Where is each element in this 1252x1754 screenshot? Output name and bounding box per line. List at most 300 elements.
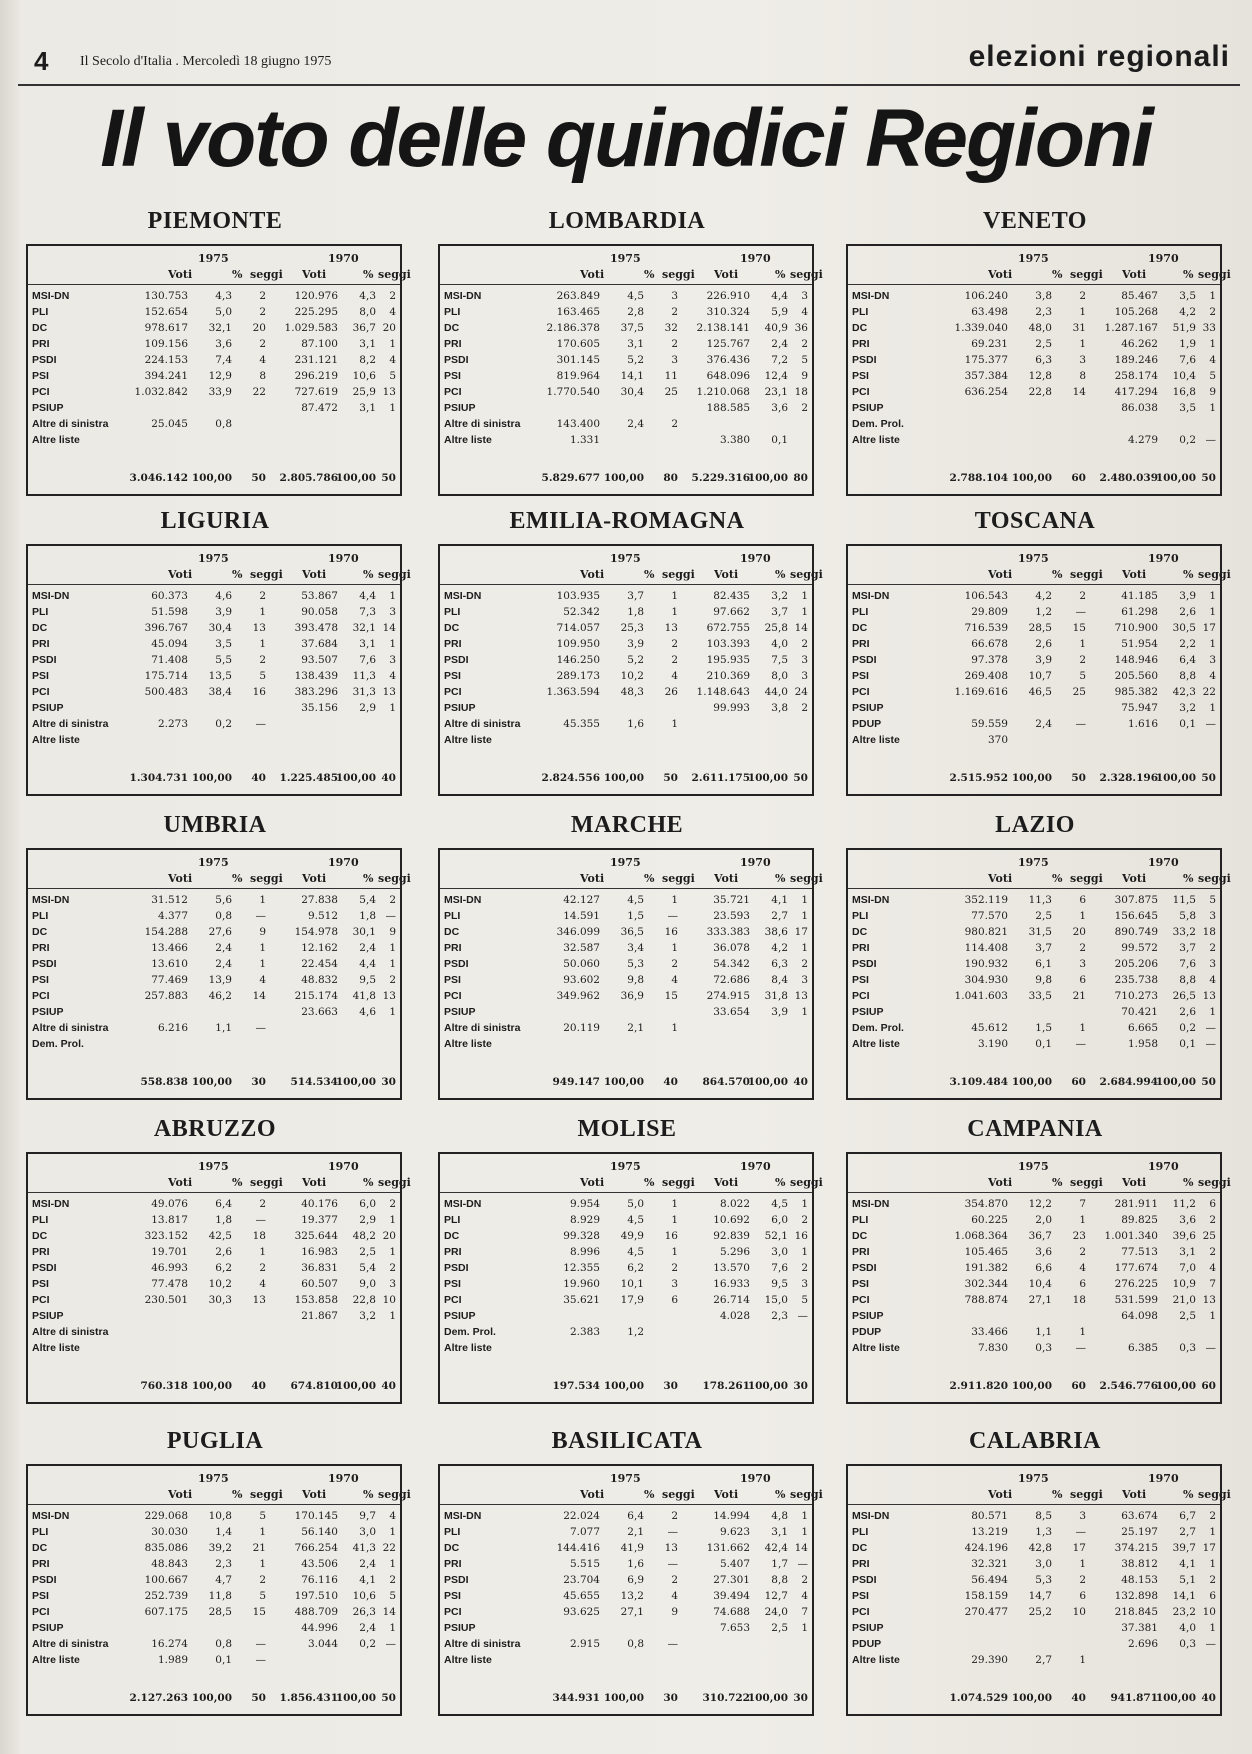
votes-1970: 1.001.340 <box>1104 1230 1158 1242</box>
seats-1975-total: 40 <box>251 1380 266 1392</box>
votes-1975-total: 344.931 <box>552 1692 600 1704</box>
year-1975-header: 1975 <box>610 856 641 869</box>
pct-1975: 48,3 <box>620 686 644 698</box>
seats-1975: — <box>255 1022 266 1034</box>
party-name: Altre liste <box>852 1654 900 1666</box>
region-title: UMBRIA <box>163 812 267 838</box>
pct-1975: 1,1 <box>1035 1326 1052 1338</box>
pct-1975: 3,1 <box>627 338 644 350</box>
seats-1975: 1 <box>1079 306 1086 318</box>
year-1975-header: 1975 <box>198 252 229 265</box>
votes-1970: 235.738 <box>1114 974 1158 986</box>
votes-1975: 607.175 <box>144 1606 188 1618</box>
seats-1975: 2 <box>259 306 266 318</box>
pct-1970: 8,0 <box>771 670 788 682</box>
table-row <box>28 686 400 702</box>
party-name: Altre liste <box>444 1654 492 1666</box>
votes-1975: 13.466 <box>151 942 188 954</box>
pct-1970-total: 100,00 <box>747 472 788 484</box>
seats-1970: 1 <box>1209 1622 1216 1634</box>
pct-1970: 8,8 <box>771 1574 788 1586</box>
year-1970-header: 1970 <box>1148 856 1179 869</box>
pct-1970: 9,5 <box>359 974 376 986</box>
seats-1975: — <box>255 1638 266 1650</box>
votes-1970: 153.858 <box>294 1294 338 1306</box>
pct-1970: 31,3 <box>352 686 376 698</box>
pct-1970: 23,1 <box>764 386 788 398</box>
pct-1970-header: % <box>363 1176 374 1189</box>
pct-1975: 27,1 <box>620 1606 644 1618</box>
pct-1970: 4,3 <box>359 290 376 302</box>
seats-1975: 1 <box>671 942 678 954</box>
seats-1970: 13 <box>1202 1294 1216 1306</box>
seats-1970: 2 <box>389 894 396 906</box>
seats-1975: 6 <box>671 1294 678 1306</box>
table-row <box>848 386 1220 402</box>
pct-1975: 4,6 <box>215 590 232 602</box>
votes-1970: 46.262 <box>1121 338 1158 350</box>
table-row <box>28 370 400 386</box>
votes-1970: 120.976 <box>294 290 338 302</box>
votes-1970: 54.342 <box>713 958 750 970</box>
pct-1975: 13,2 <box>620 1590 644 1602</box>
table-row <box>28 1342 400 1358</box>
seggi-1970-header: seggi <box>378 268 411 281</box>
pct-1970: 6,4 <box>1179 654 1196 666</box>
year-1970-header: 1970 <box>1148 252 1179 265</box>
voti-1975-header: Voti <box>988 872 1013 885</box>
seats-1975: 2 <box>259 290 266 302</box>
pct-1970: 5,4 <box>359 894 376 906</box>
votes-1975: 31.512 <box>151 894 188 906</box>
votes-1975: 191.382 <box>964 1262 1008 1274</box>
votes-1970: 156.645 <box>1114 910 1158 922</box>
seats-1970: 4 <box>389 1510 396 1522</box>
votes-1975: 230.501 <box>144 1294 188 1306</box>
region-emilia-romagna <box>432 508 822 808</box>
results-table <box>438 848 823 1100</box>
votes-1975: 71.408 <box>151 654 188 666</box>
table-row <box>28 654 400 670</box>
seggi-1975-header: seggi <box>250 1176 283 1189</box>
votes-1975: 77.469 <box>151 974 188 986</box>
seats-1975: 3 <box>671 354 678 366</box>
table-row <box>848 1006 1220 1022</box>
pct-1970-total: 100,00 <box>1155 472 1196 484</box>
seats-1975: 1 <box>1079 638 1086 650</box>
seats-1970: 3 <box>389 606 396 618</box>
table-row <box>440 434 812 450</box>
region-liguria <box>20 508 410 808</box>
seats-1970: 5 <box>801 1294 808 1306</box>
votes-1970: 23.593 <box>713 910 750 922</box>
votes-1975: 714.057 <box>556 622 600 634</box>
table-row <box>848 670 1220 686</box>
pct-1975: 2,1 <box>627 1022 644 1034</box>
votes-1975: 2.383 <box>569 1326 600 1338</box>
region-title: CALABRIA <box>968 1428 1101 1454</box>
seats-1975: 13 <box>664 622 678 634</box>
votes-1970-total: 2.684.994 <box>1099 1076 1158 1088</box>
seats-1975: 16 <box>252 686 266 698</box>
pct-1975-header: % <box>1052 1176 1063 1189</box>
seats-1970: 17 <box>1202 1542 1216 1554</box>
seats-1975: 1 <box>1079 910 1086 922</box>
votes-1975: 77.570 <box>971 910 1008 922</box>
seats-1975: 2 <box>671 638 678 650</box>
votes-1970: 188.585 <box>706 402 750 414</box>
seats-1970: 13 <box>382 386 396 398</box>
party-name: PLI <box>444 1526 461 1538</box>
votes-1975: 636.254 <box>964 386 1008 398</box>
seats-1970: 1 <box>389 1310 396 1322</box>
votes-1970: 766.254 <box>294 1542 338 1554</box>
party-name: Dem. Prol. <box>852 418 904 430</box>
results-table <box>846 1464 1231 1716</box>
seats-1975-total: 60 <box>1071 1380 1086 1392</box>
table-row <box>440 402 812 418</box>
table-row <box>848 1654 1220 1670</box>
votes-1975: 13.219 <box>971 1526 1008 1538</box>
table-row <box>28 1294 400 1310</box>
pct-1975: 1,5 <box>1035 1022 1052 1034</box>
table-row <box>848 910 1220 926</box>
table-row <box>440 1638 812 1654</box>
votes-1975: 175.714 <box>144 670 188 682</box>
votes-1975: 19.701 <box>151 1246 188 1258</box>
seats-1975: 2 <box>259 590 266 602</box>
votes-1975: 97.378 <box>971 654 1008 666</box>
seats-1970: — <box>1205 1638 1216 1650</box>
seats-1975: 4 <box>671 670 678 682</box>
votes-1970: 86.038 <box>1121 402 1158 414</box>
pct-1975: 2,5 <box>1035 338 1052 350</box>
votes-1975: 13.610 <box>151 958 188 970</box>
table-row <box>848 1278 1220 1294</box>
pct-1975-header: % <box>644 1176 655 1189</box>
party-name: PRI <box>444 942 462 954</box>
pct-1975-total: 100,00 <box>1011 772 1052 784</box>
party-name: Altre liste <box>852 734 900 746</box>
seggi-1970-header: seggi <box>1198 872 1231 885</box>
table-row <box>848 1590 1220 1606</box>
votes-1970: 1.210.068 <box>696 386 750 398</box>
party-name: PSIUP <box>32 1006 64 1018</box>
votes-1975: 252.739 <box>144 1590 188 1602</box>
pct-1970: 2,7 <box>771 910 788 922</box>
seggi-1975-header: seggi <box>662 568 695 581</box>
votes-1975-total: 5.829.677 <box>541 472 600 484</box>
votes-1970: 12.162 <box>301 942 338 954</box>
votes-1970: 48.832 <box>301 974 338 986</box>
seats-1975: 25 <box>1072 686 1086 698</box>
pct-1975: 1,5 <box>627 910 644 922</box>
votes-1970: 6.665 <box>1127 1022 1158 1034</box>
table-row <box>440 926 812 942</box>
seggi-1975-header: seggi <box>662 872 695 885</box>
votes-1975: 163.465 <box>556 306 600 318</box>
pct-1975-total: 100,00 <box>1011 472 1052 484</box>
votes-1970: 5.407 <box>719 1558 750 1570</box>
pct-1975: 10,7 <box>1028 670 1052 682</box>
party-name: PSIUP <box>852 702 884 714</box>
seats-1970: 6 <box>1209 1198 1216 1210</box>
seats-1970-total: 50 <box>1201 472 1216 484</box>
seats-1970: 4 <box>1209 1262 1216 1274</box>
pct-1975: 30,4 <box>620 386 644 398</box>
seats-1970: 1 <box>389 942 396 954</box>
party-name: PLI <box>444 306 461 318</box>
votes-1970: 710.273 <box>1114 990 1158 1002</box>
seats-1975: 1 <box>259 606 266 618</box>
results-table <box>846 848 1231 1100</box>
pct-1975: 11,8 <box>208 1590 232 1602</box>
seats-1975: 1 <box>671 894 678 906</box>
pct-1970: 9,5 <box>771 1278 788 1290</box>
pct-1975: 28,5 <box>1028 622 1052 634</box>
pct-1970: 2,5 <box>359 1246 376 1258</box>
seggi-1970-header: seggi <box>378 872 411 885</box>
table-row <box>28 910 400 926</box>
pct-1970-total: 100,00 <box>335 472 376 484</box>
party-name: PRI <box>444 638 462 650</box>
votes-1970: 197.510 <box>294 1590 338 1602</box>
pct-1970: 7,6 <box>359 654 376 666</box>
seats-1970-total: 40 <box>381 772 396 784</box>
seggi-1975-header: seggi <box>662 268 695 281</box>
votes-1975-total: 2.127.263 <box>129 1692 188 1704</box>
pct-1970-header: % <box>775 1488 786 1501</box>
votes-1970: 75.947 <box>1121 702 1158 714</box>
table-row <box>28 1590 400 1606</box>
seats-1970: 5 <box>1209 894 1216 906</box>
votes-1975: 1.068.364 <box>954 1230 1008 1242</box>
year-1970-header: 1970 <box>328 1160 359 1173</box>
pct-1970-total: 100,00 <box>1155 1076 1196 1088</box>
voti-1975-header: Voti <box>168 872 193 885</box>
pct-1975: 5,3 <box>1035 1574 1052 1586</box>
pct-1975-total: 100,00 <box>191 1076 232 1088</box>
pct-1975: 22,8 <box>1028 386 1052 398</box>
votes-1970: 138.439 <box>294 670 338 682</box>
voti-1970-header: Voti <box>714 1176 739 1189</box>
party-name: PSIUP <box>32 702 64 714</box>
voti-1975-header: Voti <box>580 268 605 281</box>
seats-1970: 4 <box>1209 670 1216 682</box>
votes-1970: 35.156 <box>301 702 338 714</box>
region-abruzzo <box>20 1116 410 1416</box>
party-name: PSIUP <box>32 402 64 414</box>
seats-1970: 2 <box>389 1574 396 1586</box>
pct-1975: 49,9 <box>620 1230 644 1242</box>
votes-1970: 76.116 <box>301 1574 338 1586</box>
votes-1970-total: 674.810 <box>290 1380 338 1392</box>
pct-1975: 6,2 <box>627 1262 644 1274</box>
pct-1975: 4,7 <box>215 1574 232 1586</box>
region-toscana <box>840 508 1230 808</box>
seggi-1970-header: seggi <box>790 1176 823 1189</box>
results-table <box>438 1464 823 1716</box>
party-name: PCI <box>444 990 462 1002</box>
seats-1970: 1 <box>389 338 396 350</box>
table-row <box>440 1574 812 1590</box>
seats-1970: — <box>1205 1038 1216 1050</box>
votes-1970: 51.954 <box>1121 638 1158 650</box>
seats-1975: 1 <box>259 958 266 970</box>
seats-1975: 3 <box>1079 1510 1086 1522</box>
party-name: PCI <box>32 386 50 398</box>
votes-1970: 4.279 <box>1127 434 1158 446</box>
seats-1970: 2 <box>1209 306 1216 318</box>
pct-1970: 0,3 <box>1179 1638 1196 1650</box>
pct-1970-total: 100,00 <box>1155 772 1196 784</box>
seats-1975: — <box>1075 1342 1086 1354</box>
party-name: PSI <box>32 370 49 382</box>
table-row <box>28 290 400 306</box>
party-name: DC <box>852 1230 868 1242</box>
table-row <box>440 910 812 926</box>
pct-1970: 2,7 <box>1179 1526 1196 1538</box>
party-name: DC <box>32 1542 48 1554</box>
seats-1975-total: 50 <box>663 772 678 784</box>
seats-1975-total: 80 <box>663 472 678 484</box>
pct-1975: 14,1 <box>620 370 644 382</box>
voti-1975-header: Voti <box>168 1488 193 1501</box>
pct-1975: 36,7 <box>1028 1230 1052 1242</box>
votes-1975-total: 2.788.104 <box>949 472 1008 484</box>
results-table <box>438 544 823 796</box>
pct-1970: 0,2 <box>1179 1022 1196 1034</box>
pct-1975-total: 100,00 <box>1011 1380 1052 1392</box>
seats-1970-total: 50 <box>381 472 396 484</box>
party-name: PCI <box>444 1606 462 1618</box>
table-row <box>848 1342 1220 1358</box>
seggi-1970-header: seggi <box>1198 1176 1231 1189</box>
seats-1970: 1 <box>389 958 396 970</box>
votes-1975: 263.849 <box>556 290 600 302</box>
pct-1970: 3,9 <box>1179 590 1196 602</box>
seats-1970: — <box>1205 718 1216 730</box>
table-row <box>848 1638 1220 1654</box>
seats-1970: 22 <box>1202 686 1216 698</box>
voti-1970-header: Voti <box>302 1176 327 1189</box>
pct-1975-header: % <box>232 268 243 281</box>
seats-1970: 1 <box>801 606 808 618</box>
votes-1970: 4.028 <box>719 1310 750 1322</box>
party-name: Dem. Prol. <box>444 1326 496 1338</box>
votes-1970: 70.421 <box>1121 1006 1158 1018</box>
seats-1970: 2 <box>1209 1214 1216 1226</box>
party-name: PDUP <box>852 1638 882 1650</box>
party-name: PRI <box>852 1558 870 1570</box>
table-row <box>440 974 812 990</box>
votes-1975: 1.363.594 <box>546 686 600 698</box>
table-row <box>848 1246 1220 1262</box>
pct-1970: 3,1 <box>771 1526 788 1538</box>
seats-1970: 1 <box>1209 402 1216 414</box>
seats-1975-total: 30 <box>251 1076 266 1088</box>
pct-1970: 3,7 <box>771 606 788 618</box>
seggi-1970-header: seggi <box>378 568 411 581</box>
party-name: PRI <box>852 638 870 650</box>
region-campania <box>840 1116 1230 1416</box>
party-name: PSIUP <box>852 1310 884 1322</box>
seats-1970: 1 <box>1209 606 1216 618</box>
pct-1970: 3,8 <box>771 702 788 714</box>
seats-1970: 3 <box>801 1278 808 1290</box>
seats-1970: 1 <box>389 590 396 602</box>
voti-1970-header: Voti <box>1122 1176 1147 1189</box>
pct-1970: 52,1 <box>764 1230 788 1242</box>
pct-1970: 4,1 <box>1179 1558 1196 1570</box>
party-name: Altre liste <box>852 1038 900 1050</box>
seats-1970: 1 <box>801 1510 808 1522</box>
votes-1975: 48.843 <box>151 1558 188 1570</box>
voti-1975-header: Voti <box>580 568 605 581</box>
table-row <box>440 1526 812 1542</box>
table-row <box>28 1022 400 1038</box>
pct-1970-total: 100,00 <box>335 1692 376 1704</box>
pct-1975: 28,5 <box>208 1606 232 1618</box>
pct-1975-total: 100,00 <box>603 772 644 784</box>
region-molise <box>432 1116 822 1416</box>
votes-1975: 9.954 <box>569 1198 600 1210</box>
seats-1970: 2 <box>389 1262 396 1274</box>
pct-1975: 33,9 <box>208 386 232 398</box>
table-row <box>848 942 1220 958</box>
pct-1975: 10,4 <box>1028 1278 1052 1290</box>
votes-1975: 109.950 <box>556 638 600 650</box>
region-title: MOLISE <box>577 1116 677 1142</box>
party-name: Altre di sinistra <box>444 1022 521 1034</box>
table-row <box>28 1006 400 1022</box>
party-name: PRI <box>444 338 462 350</box>
seats-1975: 18 <box>1072 1294 1086 1306</box>
pct-1975: 3,7 <box>627 590 644 602</box>
seats-1975: 1 <box>259 1526 266 1538</box>
seats-1975: 1 <box>671 1022 678 1034</box>
votes-1975: 23.704 <box>563 1574 600 1586</box>
party-name: PSDI <box>444 654 469 666</box>
votes-1975: 46.993 <box>151 1262 188 1274</box>
pct-1975: 3,8 <box>1035 290 1052 302</box>
seats-1970-total: 50 <box>1201 772 1216 784</box>
seats-1975: — <box>667 910 678 922</box>
total-row <box>440 1076 812 1092</box>
pct-1970: 41,8 <box>352 990 376 1002</box>
pct-1975: 37,5 <box>620 322 644 334</box>
votes-1975: 788.874 <box>964 1294 1008 1306</box>
party-name: Dem. Prol. <box>32 1038 84 1050</box>
votes-1975: 1.041.603 <box>954 990 1008 1002</box>
year-1975-header: 1975 <box>1018 252 1049 265</box>
seats-1970: — <box>797 1310 808 1322</box>
votes-1970: 2.138.141 <box>696 322 750 334</box>
pct-1970: 9,0 <box>359 1278 376 1290</box>
seats-1970: 2 <box>801 1262 808 1274</box>
seggi-1975-header: seggi <box>1070 1176 1103 1189</box>
votes-1975: 424.196 <box>964 1542 1008 1554</box>
party-name: Altre liste <box>444 434 492 446</box>
votes-1975: 19.960 <box>563 1278 600 1290</box>
region-calabria <box>840 1428 1230 1728</box>
pct-1970: 2,9 <box>359 1214 376 1226</box>
votes-1970: 205.560 <box>1114 670 1158 682</box>
votes-1975: 394.241 <box>144 370 188 382</box>
votes-1970: 310.324 <box>706 306 750 318</box>
table-row <box>28 1606 400 1622</box>
pct-1975: 41,9 <box>620 1542 644 1554</box>
